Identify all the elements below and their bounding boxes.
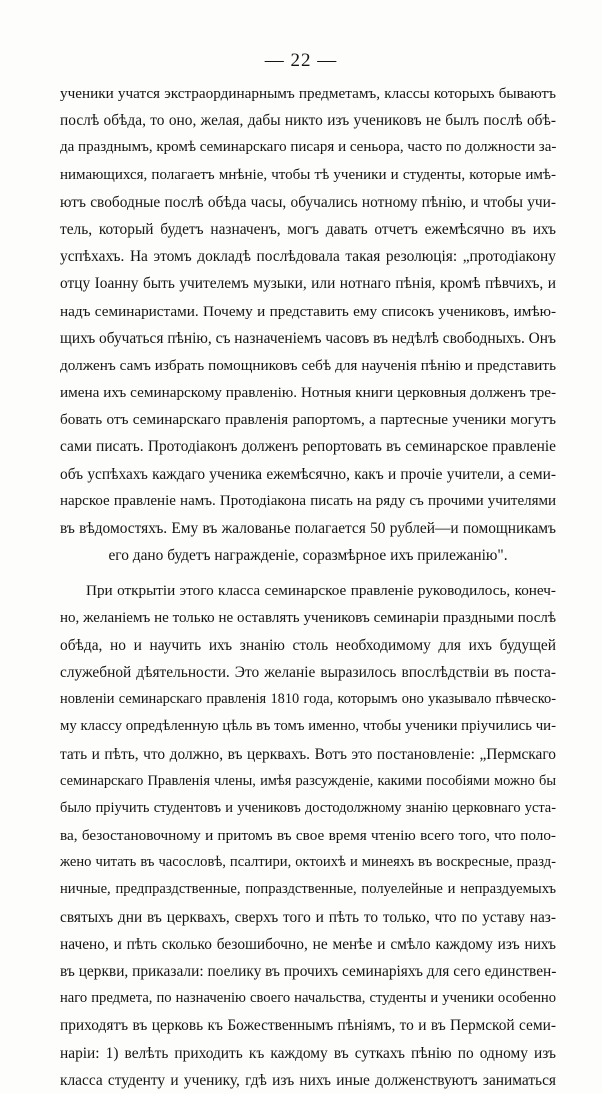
text-line: ученики учатся экстраординарнымъ предметамъ, классы которыхъ бываютъ	[60, 85, 556, 102]
text-line: святыхъ дни въ церквахъ, сверхъ того и пѣть то только, что по уставу наз-	[60, 908, 556, 926]
text-line: успѣхахъ. На этомъ докладѣ послѣдовала такая резолюція: „протодіакону	[60, 248, 556, 266]
text-line: объ успѣхахъ каждаго ученика ежемѣсячно, какъ и прочіе учители, а семи-	[60, 465, 556, 483]
text-line: ютъ свободные послѣ обѣда часы, обучались нотному пѣнію, и чтобы учи-	[60, 193, 556, 211]
text-line: наріи: 1) велѣть приходить къ каждому въ суткахъ пѣнію по одному изъ	[60, 1044, 556, 1062]
text-line: начено, и пѣть сколько безошибочно, не менѣе и смѣло каждому изъ нихъ	[60, 935, 556, 953]
text-line: долженъ самъ избрать помощниковъ себѣ для наученія пѣнію и представить	[60, 356, 556, 374]
paragraph	[60, 577, 556, 1094]
text-line: имена ихъ семинарскому правленію. Нотныя книги церковныя долженъ тре-	[60, 384, 556, 402]
text-line: надъ семинаристами. Почему и представить ему списокъ учениковъ, имѣю-	[60, 302, 556, 320]
text-line: наго предмета, по назначенію своего начальства, студенты и ученики особенно	[60, 990, 556, 1007]
text-line: тель, который будетъ назначенъ, могъ давать отчетъ ежемѣсячно въ ихъ	[60, 220, 556, 238]
text-line: нарское правленіе намъ. Протодіакона писать на ряду съ прочими учителями	[60, 492, 556, 509]
text-line: было пріучить студентовъ и учениковъ достодолжному знанію церковнаго уста-	[60, 799, 556, 816]
text-line: его дано будетъ награжденіе, соразмѣрное ихъ прилежанію".	[108, 547, 508, 565]
text-line: обѣда, но и научить ихъ знанію столь необходимому для ихъ будущей	[60, 636, 556, 654]
text-line: послѣ обѣда, то оно, желая, дабы никто изъ учениковъ не былъ послѣ обѣ-	[60, 112, 556, 130]
text-line: приходятъ въ церковь къ Божественнымъ пѣніямъ, то и въ Пермской семи-	[60, 1017, 556, 1035]
text-line: тать и пѣть, что должно, въ церквахъ. Вотъ это постановленіе: „Пермскаго	[60, 745, 556, 763]
text-line: въ церкви, приказали: поелику въ прочихъ семинаріяхъ для сего единствен-	[60, 963, 557, 980]
text-line: щихъ обучаться пѣнію, съ назначеніемъ часовъ въ недѣлѣ свободныхъ. Онъ	[60, 329, 556, 347]
text-line: да празднымъ, кромѣ семинарскаго писаря и сеньора, часто по должности за-	[60, 139, 557, 156]
text-line: въ вѣдомостяхъ. Ему въ жалованье полагается 50 рублей—и помощникамъ	[60, 520, 556, 537]
paragraph	[60, 80, 556, 569]
text-line: класса студенту и ученику, гдѣ изъ нихъ иные долженствуютъ заниматься	[60, 1071, 556, 1089]
text-line: сами писать. Протодіаконъ долженъ репортовать въ семинарское правленіе	[60, 438, 556, 456]
body-text	[60, 80, 556, 1094]
text-line: При открытіи этого класса семинарское правленіе руководилось, конеч-	[86, 582, 556, 600]
text-line: но, желаніемъ не только не оставлять учениковъ семинаріи праздными послѣ	[60, 609, 556, 626]
page-number: — 22 —	[264, 50, 338, 71]
text-line: нимающихся, полагаетъ мнѣніе, чтобы тѣ ученики и студенты, которые имѣ-	[60, 166, 556, 183]
text-line: бовать отъ семинарскаго правленія рапортомъ, а партесные ученики могутъ	[60, 411, 556, 429]
text-line: му классу опредѣленную цѣль въ томъ именно, чтобы ученики пріучились чи-	[60, 718, 556, 735]
text-line: ничные, предпраздственные, попраздственные, полуелейные и непраздуемыхъ	[60, 881, 556, 898]
text-line: ва, безостановочному и притомъ въ свое время чтенію всего того, что поло-	[60, 827, 556, 845]
text-line: служебной дѣятельности. Это желаніе выразилось впослѣдствіи въ поста-	[60, 663, 556, 681]
text-line: жено читать въ часословѣ, псалтири, октоихѣ и минеяхъ въ воскресные, празд-	[60, 854, 556, 871]
text-line: семинарскаго Правленія члены, имѣя разсужденіе, какими пособіями можно бы	[60, 772, 556, 789]
text-line: отцу Іоанну быть учителемъ музыки, или нотнаго пѣнія, кромѣ пѣвчихъ, и	[60, 275, 556, 293]
text-line: новленіи семинарскаго правленія 1810 года, которымъ оно указывало пѣвческо-	[60, 691, 556, 708]
